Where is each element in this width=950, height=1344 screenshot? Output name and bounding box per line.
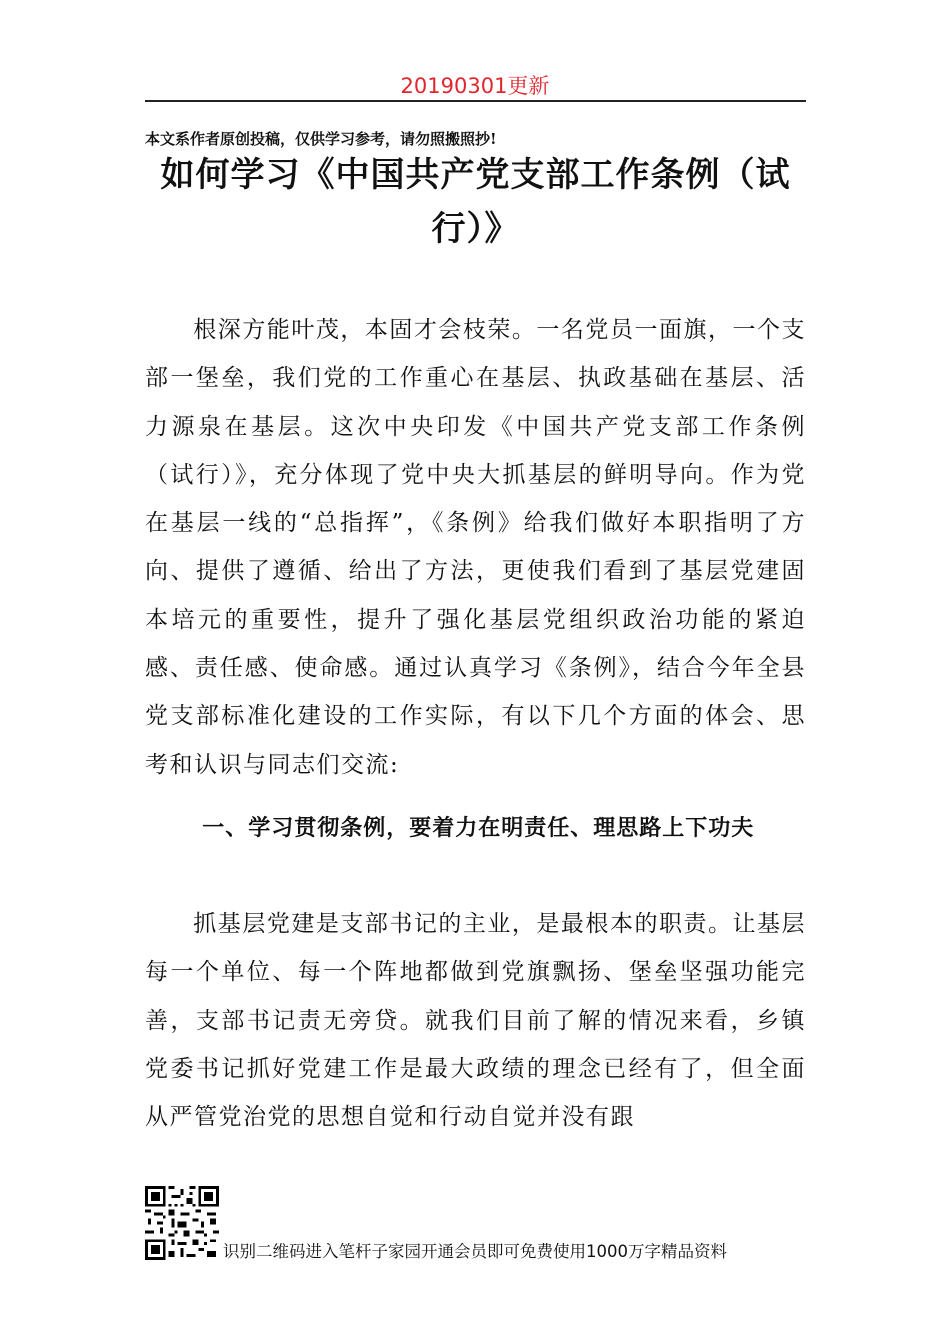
paragraph-text: 抓基层党建是支部书记的主业，是最根本的职责。让基层每一个单位、每一个阵地都做到党旗飘扬、堡垒坚强功能完善，支部书记责无旁贷。就我们目前了解的情况来看，乡镇党委书记抓好党建工作是最大政绩的理念已经有了，但全面从严管党治党的思想自觉和行动自觉并没有跟 — [145, 911, 806, 1131]
page-footer — [145, 1186, 806, 1262]
qr-code-icon[interactable] — [145, 1186, 219, 1260]
body-paragraph-1 — [145, 306, 806, 789]
header-date: 20190301更新 — [400, 74, 550, 98]
copyright-notice: 本文系作者原创投稿，仅供学习参考，请勿照搬照抄! — [145, 130, 497, 148]
footer-promo-text: 识别二维码进入笔杆子家园开通会员即可免费使用1000万字精品资料 — [223, 1242, 727, 1261]
paragraph-text: 根深方能叶茂，本固才会枝荣。一名党员一面旗，一个支部一堡垒，我们党的工作重心在基层、执政基础在基层、活力源泉在基层。这次中央印发《中国共产党支部工作条例（试行）》，充分体现了党中央大抓基层的鲜明导向。作为党在基层一线的“总指挥”，《条例》给我们做好本职指明了方向、提供了遵循、给出了方法，更使我们看到了基层党建固本培元的重要性，提升了强化基层党组织政治功能的紧迫感、责任感、使命感。通过认真学习《条例》，结合今年全县党支部标准化建设的工作实际，有以下几个方面的体会、思考和认识与同志们交流: — [145, 317, 806, 778]
body-paragraph-2 — [145, 900, 806, 1141]
section-heading-1: 一、学习贯彻条例，要着力在明责任、理思路上下功夫 — [202, 816, 755, 841]
document-title: 如何学习《中国共产党支部工作条例（试行）》 — [160, 155, 791, 249]
header-divider — [145, 100, 806, 102]
